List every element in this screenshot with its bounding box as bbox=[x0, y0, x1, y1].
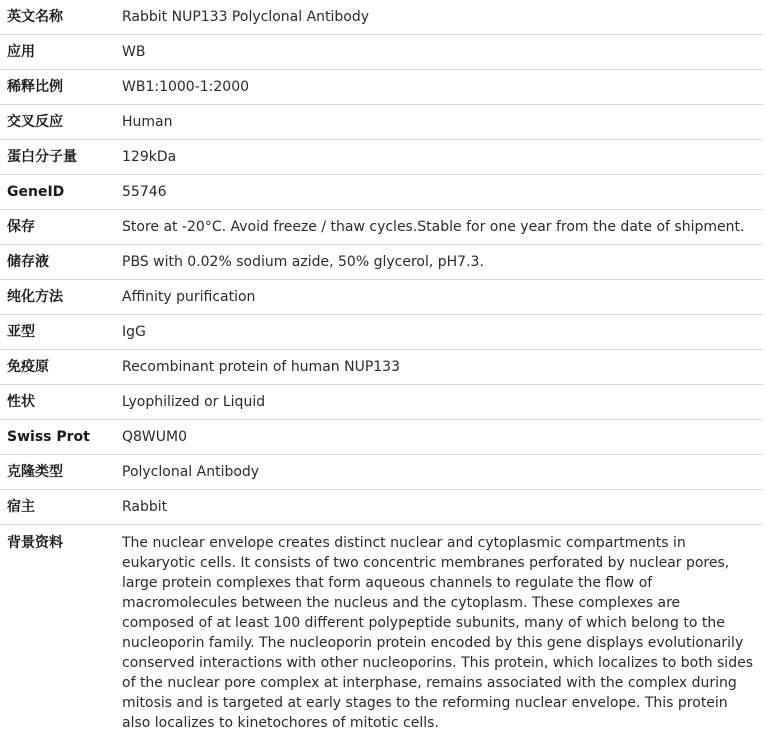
spec-label: Swiss Prot bbox=[0, 420, 115, 455]
spec-value: Lyophilized or Liquid bbox=[115, 385, 763, 420]
spec-label: GeneID bbox=[0, 175, 115, 210]
spec-row bbox=[0, 105, 763, 140]
spec-row bbox=[0, 70, 763, 105]
spec-row bbox=[0, 245, 763, 280]
spec-value: Store at -20°C. Avoid freeze / thaw cycles.Stable for one year from the date of shipment. bbox=[115, 210, 763, 245]
spec-label: 英文名称 bbox=[0, 0, 115, 35]
spec-label: 稀释比例 bbox=[0, 70, 115, 105]
spec-label: 应用 bbox=[0, 35, 115, 70]
spec-row bbox=[0, 490, 763, 525]
spec-label: 储存液 bbox=[0, 245, 115, 280]
spec-row bbox=[0, 455, 763, 490]
spec-row bbox=[0, 175, 763, 210]
spec-row bbox=[0, 385, 763, 420]
spec-value-background: The nuclear envelope creates distinct nuclear and cytoplasmic compartments in eukaryotic cells. It consists of two concentric membranes perforated by nuclear pores, large protein complexes that form aqueous channels to regulate the flow of macromolecules between the nucleus and the cytoplasm. These complexes are composed of at least 100 different polypeptide subunits, many of which belong to the nucleoporin family. The nucleoporin protein encoded by this gene displays evolutionarily conserved interactions with other nucleoporins. This protein, which localizes to both sides of the nuclear pore complex at interphase, remains associated with the complex during mitosis and is targeted at early stages to the reforming nuclear envelope. This protein also localizes to kinetochores of mitotic cells. bbox=[115, 525, 763, 737]
spec-row-background bbox=[0, 525, 763, 737]
spec-value: Recombinant protein of human NUP133 bbox=[115, 350, 763, 385]
spec-label: 宿主 bbox=[0, 490, 115, 525]
spec-value: Q8WUM0 bbox=[115, 420, 763, 455]
spec-row bbox=[0, 0, 763, 35]
spec-row bbox=[0, 420, 763, 455]
spec-value: 55746 bbox=[115, 175, 763, 210]
spec-value: Rabbit NUP133 Polyclonal Antibody bbox=[115, 0, 763, 35]
spec-label: 交叉反应 bbox=[0, 105, 115, 140]
spec-value: 129kDa bbox=[115, 140, 763, 175]
spec-label: 纯化方法 bbox=[0, 280, 115, 315]
spec-row bbox=[0, 315, 763, 350]
spec-value: Rabbit bbox=[115, 490, 763, 525]
spec-label-background: 背景资料 bbox=[0, 525, 115, 737]
spec-value: Human bbox=[115, 105, 763, 140]
spec-label: 性状 bbox=[0, 385, 115, 420]
spec-label: 蛋白分子量 bbox=[0, 140, 115, 175]
spec-label: 免疫原 bbox=[0, 350, 115, 385]
spec-row bbox=[0, 140, 763, 175]
spec-row bbox=[0, 35, 763, 70]
spec-value: Affinity purification bbox=[115, 280, 763, 315]
spec-row bbox=[0, 280, 763, 315]
spec-row bbox=[0, 210, 763, 245]
spec-value: WB bbox=[115, 35, 763, 70]
spec-value: IgG bbox=[115, 315, 763, 350]
spec-label: 保存 bbox=[0, 210, 115, 245]
spec-row bbox=[0, 350, 763, 385]
spec-value: WB1:1000-1:2000 bbox=[115, 70, 763, 105]
spec-value: PBS with 0.02% sodium azide, 50% glycerol, pH7.3. bbox=[115, 245, 763, 280]
spec-label: 亚型 bbox=[0, 315, 115, 350]
spec-label: 克隆类型 bbox=[0, 455, 115, 490]
spec-value: Polyclonal Antibody bbox=[115, 455, 763, 490]
